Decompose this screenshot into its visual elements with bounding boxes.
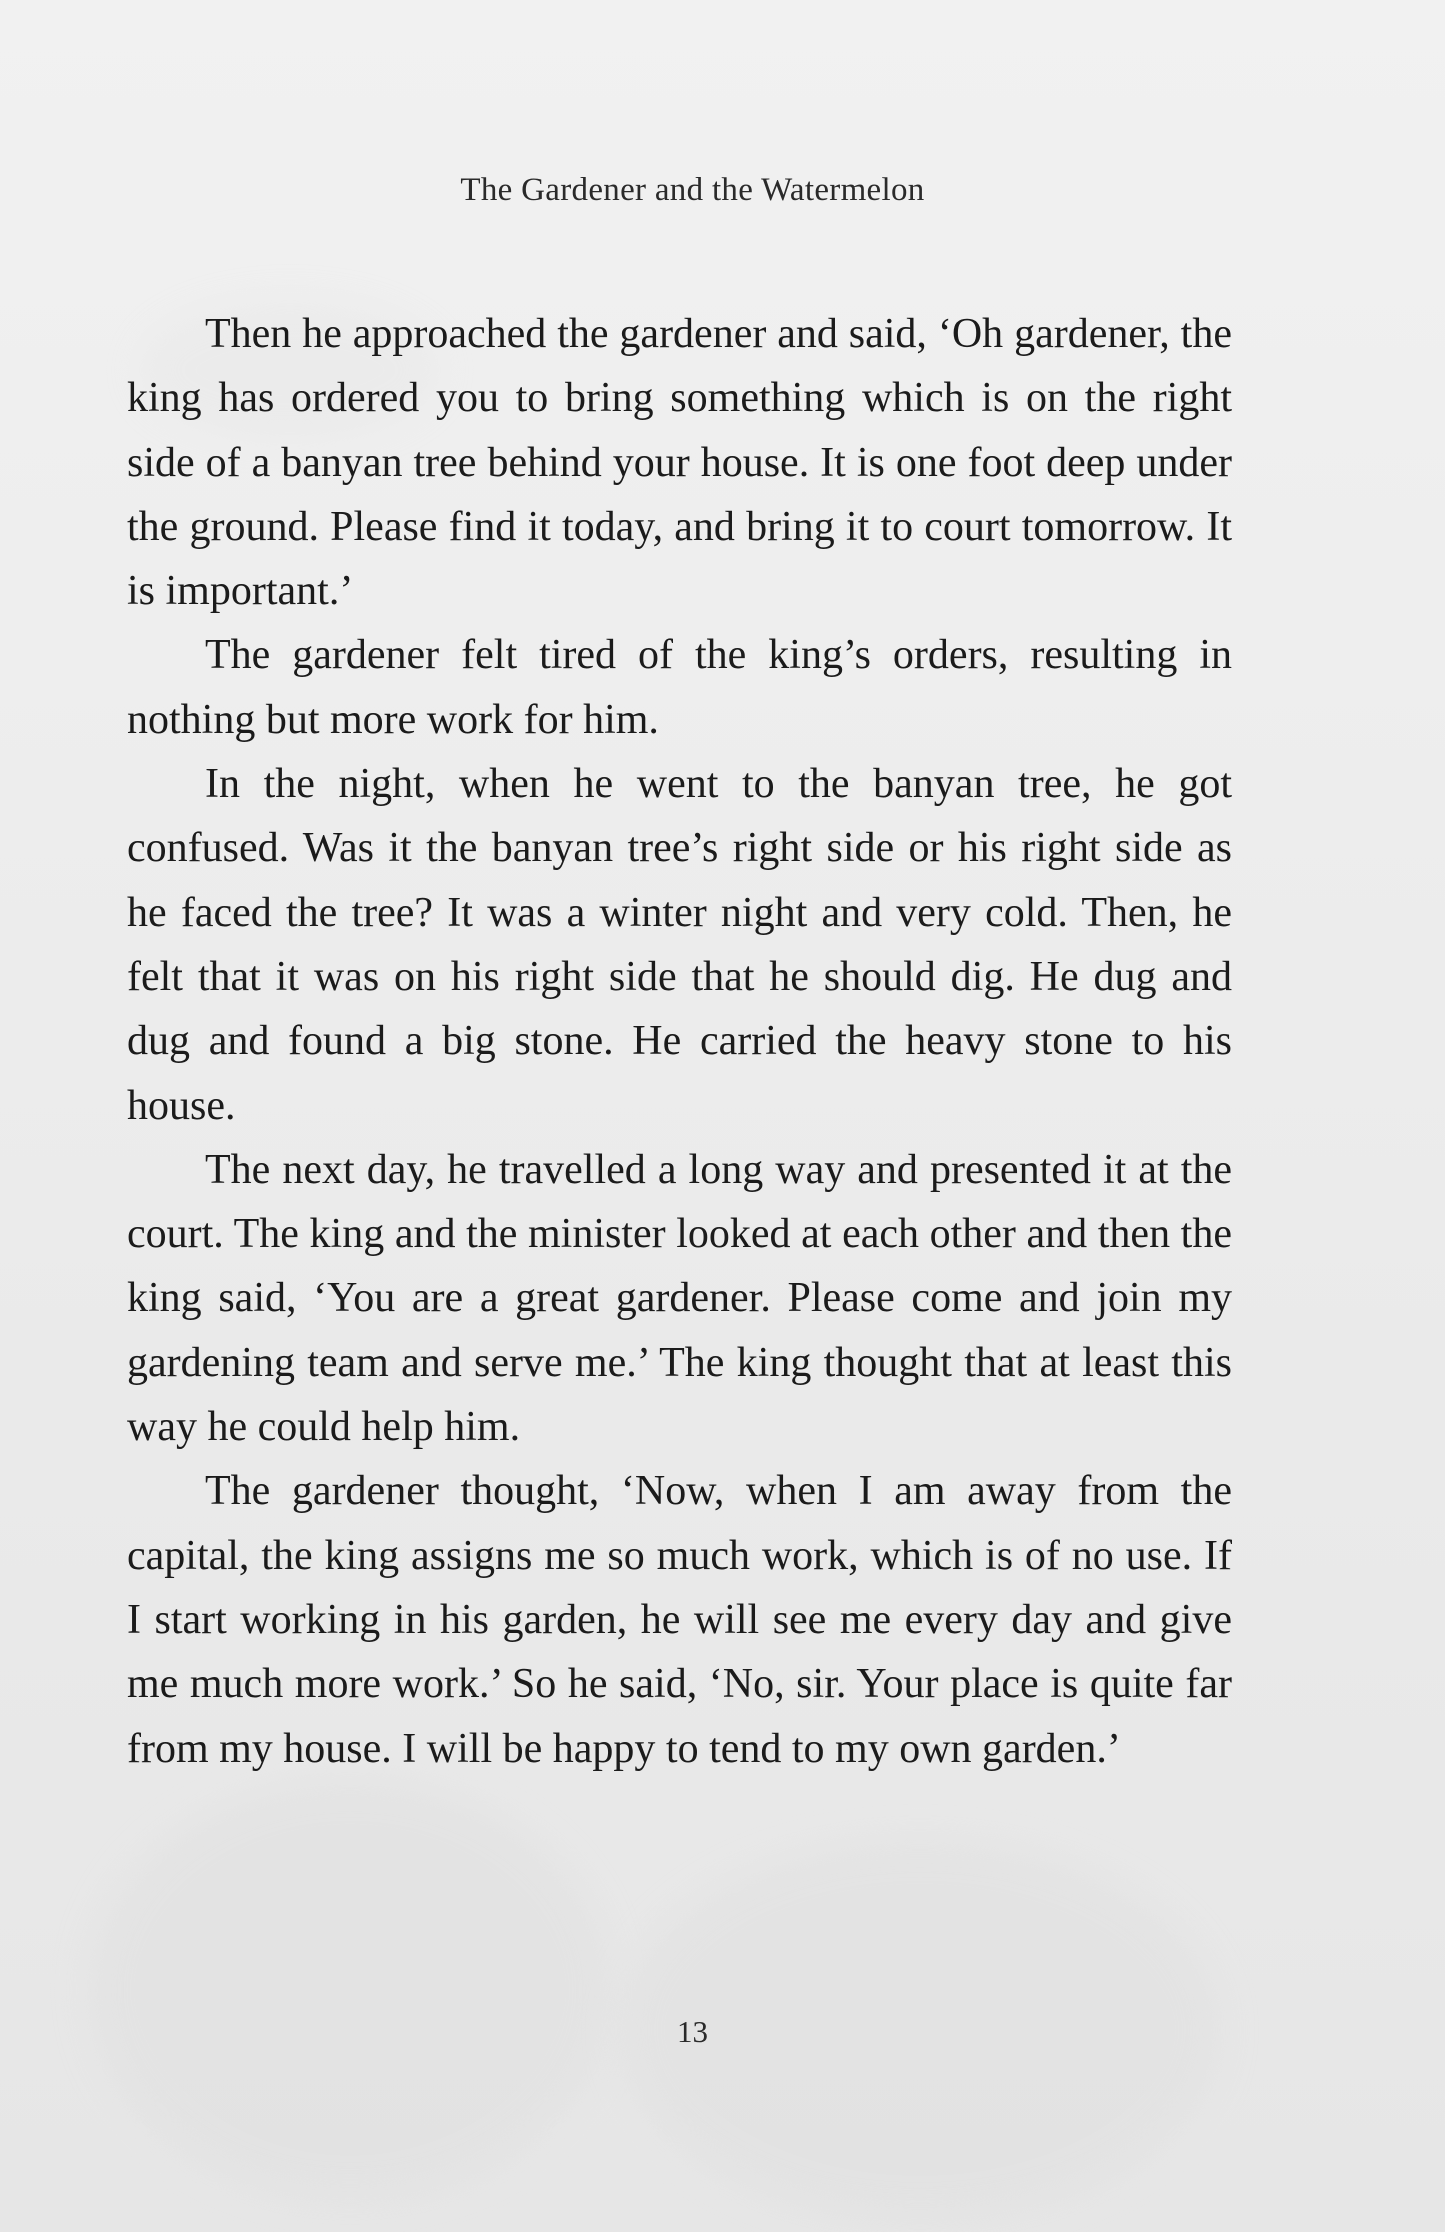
- paragraph: The gardener felt tired of the king’s orders, resulting in nothing but more work for him.: [127, 632, 1232, 743]
- show-through-shadow: [90, 1780, 610, 2200]
- running-head: The Gardener and the Watermelon: [460, 172, 925, 208]
- paragraph: Then he approached the gardener and said, ‘Oh gardener, the king has ordered you to bring something which is on the right side of a banyan tree behind your house. It is one foot deep under the ground. Please find it today, and bring it to court tomorrow. It is important.’: [127, 311, 1232, 615]
- body-text: [127, 302, 1232, 1781]
- paragraph: The gardener thought, ‘Now, when I am away from the capital, the king assigns me so much work, which is of no use. If I start working in his garden, he will see me every day and give me much more work.’ So he said, ‘No, sir. Your place is quite far from my house. I will be happy to tend to my own garden.’: [127, 1468, 1232, 1772]
- paragraph: In the night, when he went to the banyan tree, he got confused. Was it the banyan tree’s right side or his right side as he faced the tree? It was a winter night and very cold. Then, he felt that it was on his right side that he should dig. He dug and dug and found a big stone. He carried the heavy stone to his house.: [127, 761, 1232, 1129]
- paragraph: The next day, he travelled a long way and presented it at the court. The king and the minister looked at each other and then the king said, ‘You are a great gardener. Please come and join my gardening team and serve me.’ The king thought that at least this way he could help him.: [127, 1146, 1232, 1451]
- page-number: 13: [677, 2014, 708, 2049]
